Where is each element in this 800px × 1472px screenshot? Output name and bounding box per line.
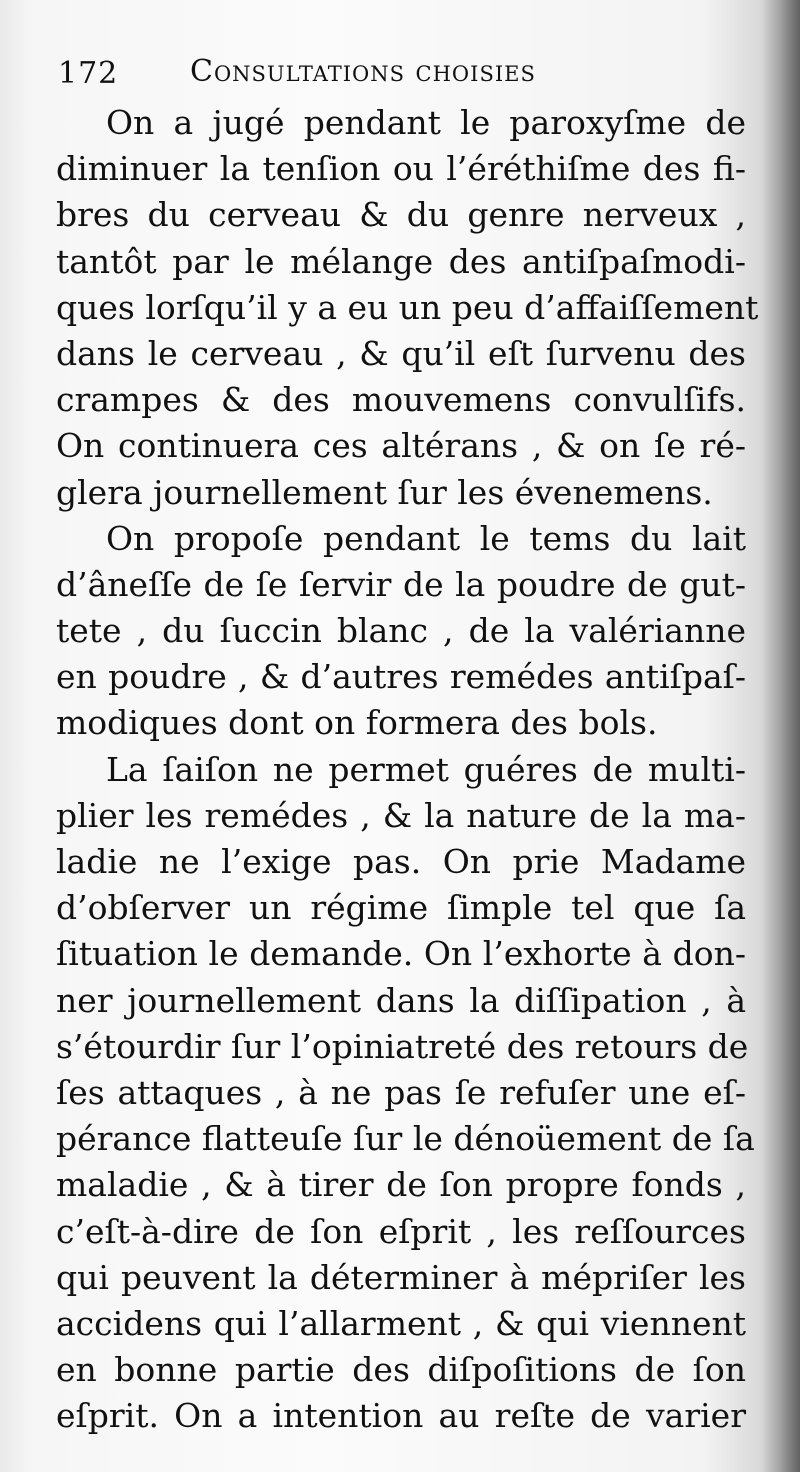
text-line: tantôt par le mélange des antiſpaſmodi-: [56, 241, 746, 281]
text-line: qui peuvent la déterminer à mépriſer les: [56, 1257, 746, 1297]
page-gutter-shadow: [762, 0, 800, 1472]
text-line: d’âneſſe de ſe ſervir de la poudre de gut-: [56, 564, 746, 604]
text-line: ques lorſqu’il y a eu un peu d’affaiſſement: [56, 287, 759, 327]
text-line: crampes & des mouvemens convulſifs.: [56, 380, 746, 420]
text-line: On a jugé pendant le paroxyſme de: [106, 103, 746, 142]
text-line: diminuer la tenſion ou l’éréthiſme des fi-: [56, 149, 746, 189]
text-line: accidens qui l’allarment , & qui viennent: [56, 1303, 746, 1343]
text-line: ladie ne l’exige pas. On prie Madame: [56, 842, 746, 881]
text-line: ſes attaques , à ne pas ſe refuſer une eſ-: [56, 1072, 746, 1112]
text-line: eſprit. On a intention au reſte de varier: [56, 1396, 746, 1436]
text-line: plier les remédes , & la nature de la ma-: [56, 795, 746, 835]
text-line: On propoſe pendant le tems du lait: [106, 518, 746, 558]
text-line: La ſaiſon ne permet guéres de multi-: [106, 749, 746, 789]
text-line: s’étourdir ſur l’opiniatreté des retours de: [56, 1026, 749, 1066]
text-line: glera journellement ſur les évenemens.: [56, 472, 713, 512]
page-number: 172: [58, 56, 119, 91]
running-head: Consultations choisies: [190, 54, 536, 89]
text-line: pérance flatteuſe ſur le dénoüement de ſa: [56, 1119, 755, 1159]
text-line: maladie , & à tirer de ſon propre fonds ,: [56, 1165, 746, 1205]
text-line: c’eſt-à-dire de ſon eſprit , les reſſources: [56, 1211, 746, 1251]
text-line: dans le cerveau , & qu’il eſt ſurvenu des: [56, 333, 746, 373]
page-header: [58, 50, 758, 98]
paragraph: [56, 747, 755, 1440]
text-line: en poudre , & d’autres remédes antiſpaſ-: [56, 657, 746, 697]
text-line: en bonne partie des diſpoſitions de ſon: [56, 1350, 746, 1390]
text-line: ner journellement dans la diſſipation , à: [56, 980, 746, 1020]
text-line: d’obſerver un régime ſimple tel que ſa: [56, 888, 746, 928]
text-line: ſituation le demande. On l’exhorte à don-: [56, 934, 746, 974]
text-line: tete , du ſuccin blanc , de la valérianne: [56, 611, 746, 651]
body-text: [56, 100, 759, 1439]
paragraph: [56, 516, 746, 747]
text-line: On continuera ces altérans , & on ſe ré-: [56, 426, 746, 466]
paragraph: [56, 100, 759, 516]
text-line: bres du cerveau & du genre nerveux ,: [56, 195, 746, 235]
text-line: modiques dont on formera des bols.: [56, 703, 658, 743]
